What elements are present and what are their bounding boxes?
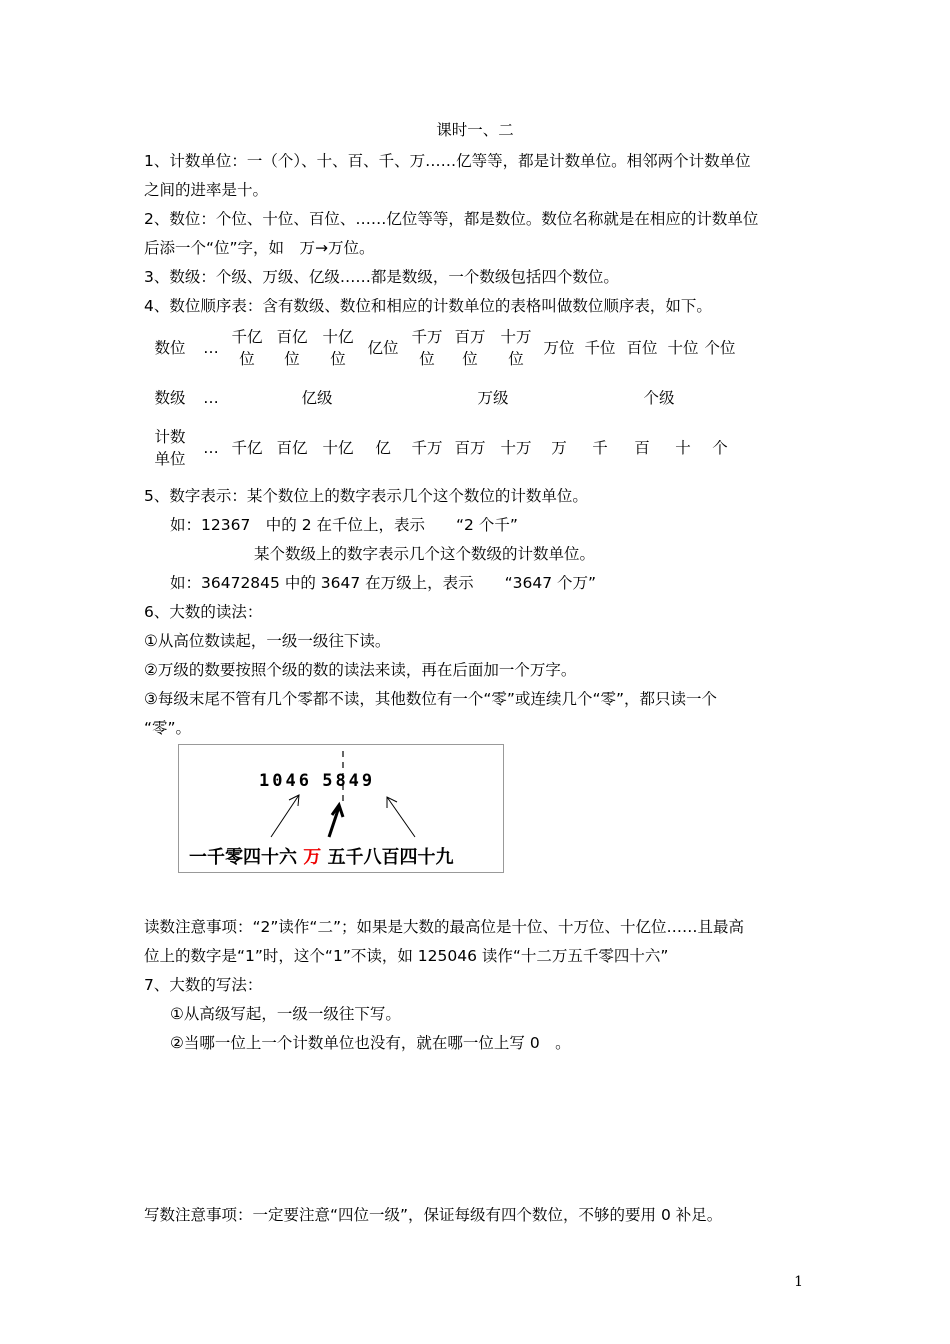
table-row-unit-cell: 十万: [500, 439, 532, 457]
reading-note-line-1: 读数注意事项：“2”读作“二”；如果是大数的最高位是十位、十万位、十亿位……且最高: [144, 918, 744, 936]
table-row-period-cell: 万级: [477, 389, 509, 407]
paragraph-6-heading: 6、大数的读法：: [144, 603, 263, 621]
page-number: 1: [794, 1274, 803, 1290]
table-row-unit-cell: 亿: [375, 439, 391, 457]
table-row-unit-cell: 千万: [411, 439, 443, 457]
table-row-unit-cell: 个: [712, 439, 728, 457]
table-row-place-cell: 百万 位: [454, 328, 486, 368]
paragraph-5-example-1: 如：12367 中的 2 在千位上，表示 “2 个千”: [170, 516, 518, 534]
paragraph-1-line-1: 1、计数单位：一（个）、十、百、千、万……亿等等，都是计数单位。相邻两个计数单位: [144, 152, 751, 170]
table-row-unit-cell: 千亿: [231, 439, 263, 457]
paragraph-7-rule-1: ①从高级写起，一级一级往下写。: [170, 1005, 401, 1023]
table-row-period-cell: 亿级: [301, 389, 333, 407]
paragraph-2-line-2: 后添一个“位”字，如 万→万位。: [144, 239, 375, 257]
table-row-place-cell: 百位: [626, 339, 658, 357]
table-row-unit-cell: 千: [592, 439, 608, 457]
table-row-unit-cell: 百亿: [276, 439, 308, 457]
table-row-place-cell: 亿位: [367, 339, 399, 357]
paragraph-7-rule-2: ②当哪一位上一个计数单位也没有，就在哪一位上写 0 。: [170, 1034, 571, 1052]
table-row-unit-cell: 计数 单位: [154, 428, 186, 468]
table-row-place-cell: 十位: [667, 339, 699, 357]
table-row-place-cell: 千位: [584, 339, 616, 357]
writing-note: 写数注意事项：一定要注意“四位一级”，保证每级有四个数位，不够的要用 0 补足。: [144, 1206, 723, 1224]
diagram-read-right: 五千八百四十九: [327, 847, 454, 868]
table-row-place-cell: 百亿 位: [276, 328, 308, 368]
paragraph-1-line-2: 之间的进率是十。: [144, 181, 269, 199]
paragraph-3: 3、数级：个级、万级、亿级……都是数级，一个数级包括四个数位。: [144, 268, 619, 286]
reading-diagram: [178, 744, 504, 873]
diagram-reading: [189, 843, 454, 869]
paragraph-5-line-2: 某个数级上的数字表示几个这个数级的计数单位。: [254, 545, 596, 563]
table-row-period-cell: 个级: [643, 389, 675, 407]
table-row-unit-cell: …: [203, 439, 219, 457]
table-row-place-cell: 千亿 位: [231, 328, 263, 368]
paragraph-6-rule-1: ①从高位数读起，一级一级往下读。: [144, 632, 391, 650]
paragraph-6-rule-3-line-1: ③每级末尾不管有几个零都不读，其他数位有一个“零”或连续几个“零”，都只读一个: [144, 690, 718, 708]
table-row-unit-cell: 十: [675, 439, 691, 457]
page-title: 课时一、二: [436, 121, 514, 139]
table-row-period-cell: 数级: [154, 389, 186, 407]
diagram-read-left: 一千零四十六: [189, 847, 297, 868]
table-row-unit-cell: 万: [551, 439, 567, 457]
table-row-place-cell: 十万 位: [500, 328, 532, 368]
table-row-place-cell: 个位: [704, 339, 736, 357]
table-row-period-cell: …: [203, 389, 219, 407]
paragraph-2-line-1: 2、数位：个位、十位、百位、……亿位等等，都是数位。数位名称就是在相应的计数单位: [144, 210, 759, 228]
table-row-place-cell: 万位: [543, 339, 575, 357]
table-row-place-cell: 十亿 位: [322, 328, 354, 368]
diagram-read-wan: 万: [303, 847, 322, 868]
table-row-place-cell: 千万 位: [411, 328, 443, 368]
paragraph-6-rule-2: ②万级的数要按照个级的数的读法来读，再在后面加一个万字。: [144, 661, 577, 679]
paragraph-5: 5、数字表示：某个数位上的数字表示几个这个数位的计数单位。: [144, 487, 588, 505]
table-row-place-cell: 数位: [154, 339, 186, 357]
table-row-unit-cell: 十亿: [322, 439, 354, 457]
diagram-digits-left: 1046: [259, 771, 312, 791]
table-row-unit-cell: 百万: [454, 439, 486, 457]
paragraph-6-rule-3-line-2: “零”。: [144, 719, 192, 737]
diagram-digits-right: 5849: [322, 771, 376, 791]
paragraph-7-heading: 7、大数的写法：: [144, 976, 263, 994]
paragraph-5-example-2: 如：36472845 中的 3647 在万级上，表示 “3647 个万”: [170, 574, 597, 592]
reading-note-line-2: 位上的数字是“1”时，这个“1”不读，如 125046 读作“十二万五千零四十六”: [144, 947, 669, 965]
diagram-number: [259, 771, 375, 791]
paragraph-4: 4、数位顺序表：含有数级、数位和相应的计数单位的表格叫做数位顺序表，如下。: [144, 297, 712, 315]
table-row-unit-cell: 百: [634, 439, 650, 457]
table-row-place-cell: …: [203, 339, 219, 357]
